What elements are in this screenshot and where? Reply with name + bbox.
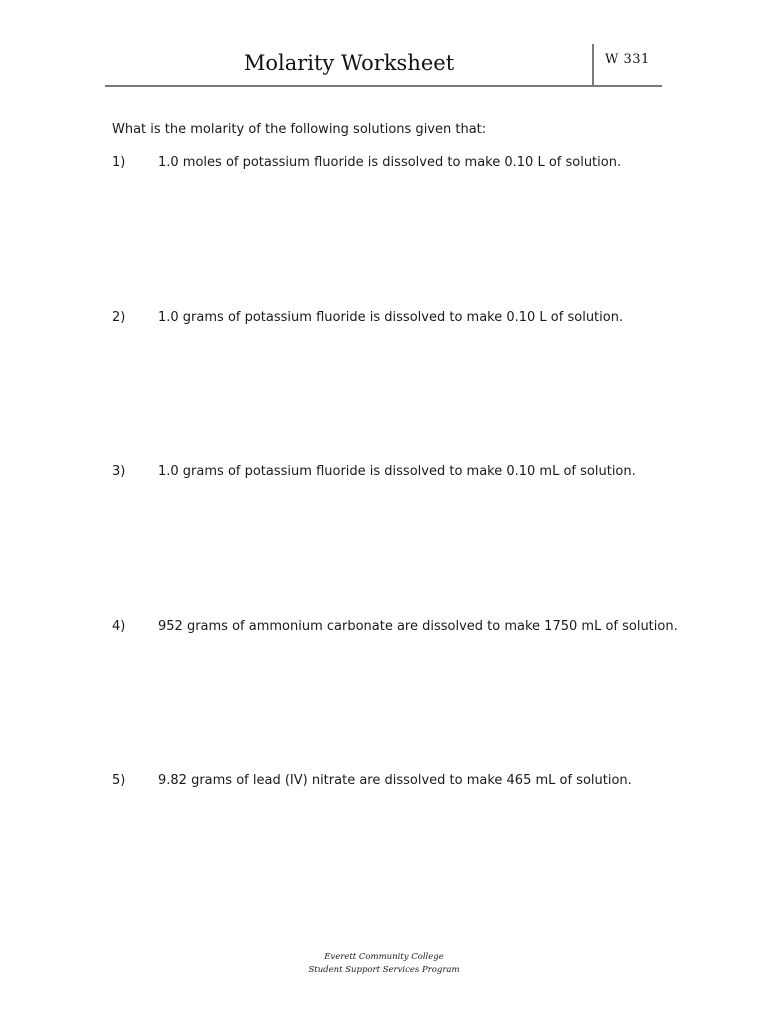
question-text: 952 grams of ammonium carbonate are dissolved to make 1750 mL of solution. xyxy=(158,619,678,634)
footer-program-name: Student Support Services Program xyxy=(308,965,460,975)
page-title: Molarity Worksheet xyxy=(243,51,455,75)
question-item xyxy=(112,619,678,639)
question-text: 9.82 grams of lead (IV) nitrate are dissolved to make 465 mL of solution. xyxy=(158,773,632,788)
question-item xyxy=(112,464,672,484)
question-item xyxy=(112,155,672,175)
page-header xyxy=(105,44,662,87)
intro-text: What is the molarity of the following solutions given that: xyxy=(112,122,487,137)
footer-college-name: Everett Community College xyxy=(324,952,444,962)
worksheet-code: W 331 xyxy=(605,52,650,67)
question-number: 2) xyxy=(112,310,126,325)
question-number: 5) xyxy=(112,773,126,788)
question-text: 1.0 grams of potassium fluoride is dissolved to make 0.10 L of solution. xyxy=(158,310,624,325)
question-item xyxy=(112,310,672,330)
question-text: 1.0 moles of potassium fluoride is dissolved to make 0.10 L of solution. xyxy=(158,155,622,170)
page-footer xyxy=(0,951,768,977)
question-item xyxy=(112,773,672,793)
header-divider xyxy=(592,44,594,85)
question-number: 1) xyxy=(112,155,126,170)
question-number: 4) xyxy=(112,619,126,634)
question-text: 1.0 grams of potassium fluoride is dissolved to make 0.10 mL of solution. xyxy=(158,464,636,479)
question-number: 3) xyxy=(112,464,126,479)
